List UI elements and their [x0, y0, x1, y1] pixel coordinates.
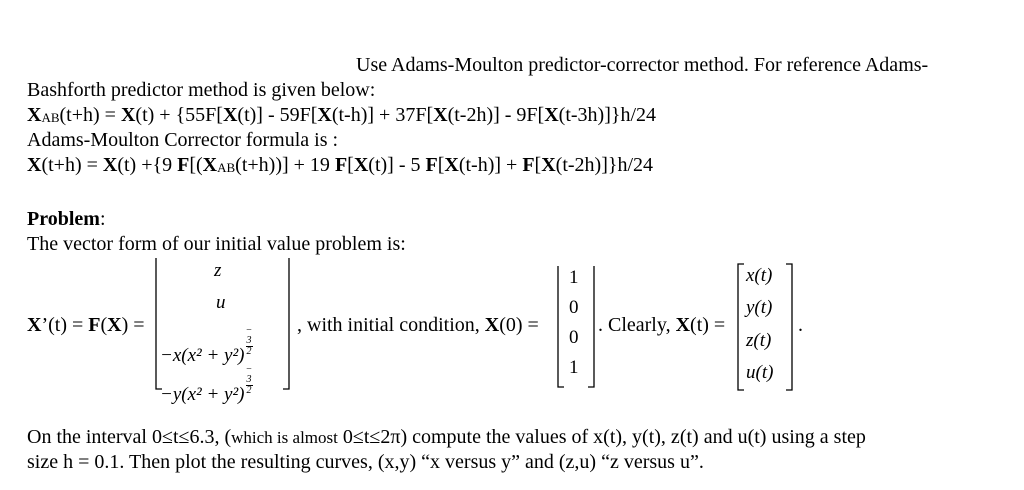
system-lhs — [27, 314, 145, 337]
ab-x-symbol: X — [433, 104, 448, 126]
am-x-symbol: X — [202, 154, 218, 176]
am-text: [ — [347, 154, 354, 176]
am-f-symbol: F — [522, 154, 535, 176]
problem-text: The vector form of our initial value problem is: — [27, 233, 406, 255]
state-var-z: z(t) — [746, 330, 772, 351]
closing-line-1 — [27, 425, 866, 450]
adams-moulton-formula — [27, 153, 653, 179]
ab-x-symbol: X — [317, 104, 332, 126]
am-x-symbol: X — [444, 154, 459, 176]
end-period: . — [798, 314, 803, 336]
f-row-z: z — [214, 260, 222, 281]
exp-num: 3 — [246, 335, 252, 346]
am-x-symbol: X — [353, 154, 369, 176]
xt-symbol: X — [675, 314, 691, 336]
am-heading: Adams-Moulton Corrector formula is : — [27, 129, 339, 151]
init-value: 1 — [569, 267, 579, 288]
adams-bashforth-formula — [27, 103, 656, 129]
lhs-x-symbol: X — [27, 314, 42, 336]
exp-den: 2 — [246, 385, 252, 396]
init-value: 0 — [569, 297, 579, 318]
closing-small-text: which is almost — [231, 428, 338, 447]
xt-text: (t) = — [690, 314, 726, 336]
am-x-symbol: X — [27, 154, 42, 176]
x0-text: (0) = — [499, 314, 539, 336]
am-f-symbol: F — [425, 154, 438, 176]
exp-sign: − — [245, 364, 253, 375]
am-x-symbol: X — [541, 154, 556, 176]
ab-text: (t+h) = — [59, 104, 121, 126]
am-x-symbol: X — [102, 154, 118, 176]
am-text: [ — [437, 154, 445, 176]
clearly-text — [598, 314, 725, 337]
lhs-f-symbol: F — [88, 314, 101, 336]
closing-text: 0≤t≤2π) compute the values of x(t), y(t), z(t) and u(t) using a step — [337, 426, 866, 448]
exponent-fraction — [246, 326, 253, 357]
problem-label: Problem — [27, 208, 100, 230]
am-f-symbol: F — [334, 154, 348, 176]
x0-symbol: X — [484, 314, 500, 336]
exp-den: 2 — [246, 346, 252, 357]
ab-x-symbol: X — [544, 104, 559, 126]
ab-x-symbol: X — [27, 104, 42, 126]
am-subscript: AB — [217, 160, 236, 175]
ab-text: (t) + {55F[ — [135, 104, 223, 126]
f-row-x-expr — [160, 326, 253, 367]
lhs-text: ( — [100, 314, 108, 336]
f-row-u: u — [216, 292, 226, 313]
init-value: 0 — [569, 327, 579, 348]
problem-colon: : — [99, 208, 106, 230]
exp-num: 3 — [246, 374, 252, 385]
lhs-x-symbol: X — [107, 314, 122, 336]
intro-line-2: Bashforth predictor method is given below: — [27, 79, 376, 101]
ab-text: (t)] - 59F[ — [237, 104, 318, 126]
ab-text: (t-2h)] - 9F[ — [447, 104, 545, 126]
ab-x-symbol: X — [222, 104, 238, 126]
lhs-text: ) = — [121, 314, 145, 336]
am-text: (t+h) = — [41, 154, 103, 176]
initial-condition-text — [297, 314, 539, 337]
exp-sign: − — [245, 325, 253, 336]
am-text: (t-2h)]}h/24 — [555, 154, 654, 176]
f-row-y-expr — [160, 365, 253, 406]
state-var-u: u(t) — [746, 362, 774, 383]
with-text: , with initial condition, — [297, 314, 485, 336]
am-text: (t-h)] + — [458, 154, 523, 176]
am-text: [( — [189, 154, 203, 176]
ab-subscript: AB — [41, 110, 60, 125]
am-text: (t)] - 5 — [368, 154, 426, 176]
ab-text: (t-h)] + 37F[ — [331, 104, 434, 126]
problem-heading — [27, 207, 106, 231]
state-var-y: y(t) — [746, 297, 773, 318]
intro-line-1: Use Adams-Moulton predictor-corrector method. For reference Adams- — [356, 54, 929, 76]
state-var-x: x(t) — [746, 265, 773, 286]
init-value: 1 — [569, 357, 579, 378]
exponent-fraction — [246, 365, 253, 396]
am-text: (t+h))] + 19 — [235, 154, 335, 176]
closing-line-2: size h = 0.1. Then plot the resulting curves, (x,y) “x versus y” and (z,u) “z versus u”. — [27, 451, 704, 473]
lhs-text: ’(t) = — [41, 314, 89, 336]
clearly-word: . Clearly, — [598, 314, 676, 336]
ab-x-symbol: X — [120, 104, 136, 126]
x-expression: −x(x² + y²) — [160, 345, 245, 366]
vector-system — [0, 250, 1024, 405]
ab-text: (t-3h)]}h/24 — [558, 104, 657, 126]
am-f-symbol: F — [177, 154, 190, 176]
y-expression: −y(x² + y²) — [160, 384, 245, 405]
am-text: (t) +{9 — [117, 154, 178, 176]
am-text: [ — [534, 154, 542, 176]
closing-text: On the interval 0≤t≤6.3, ( — [27, 426, 232, 448]
